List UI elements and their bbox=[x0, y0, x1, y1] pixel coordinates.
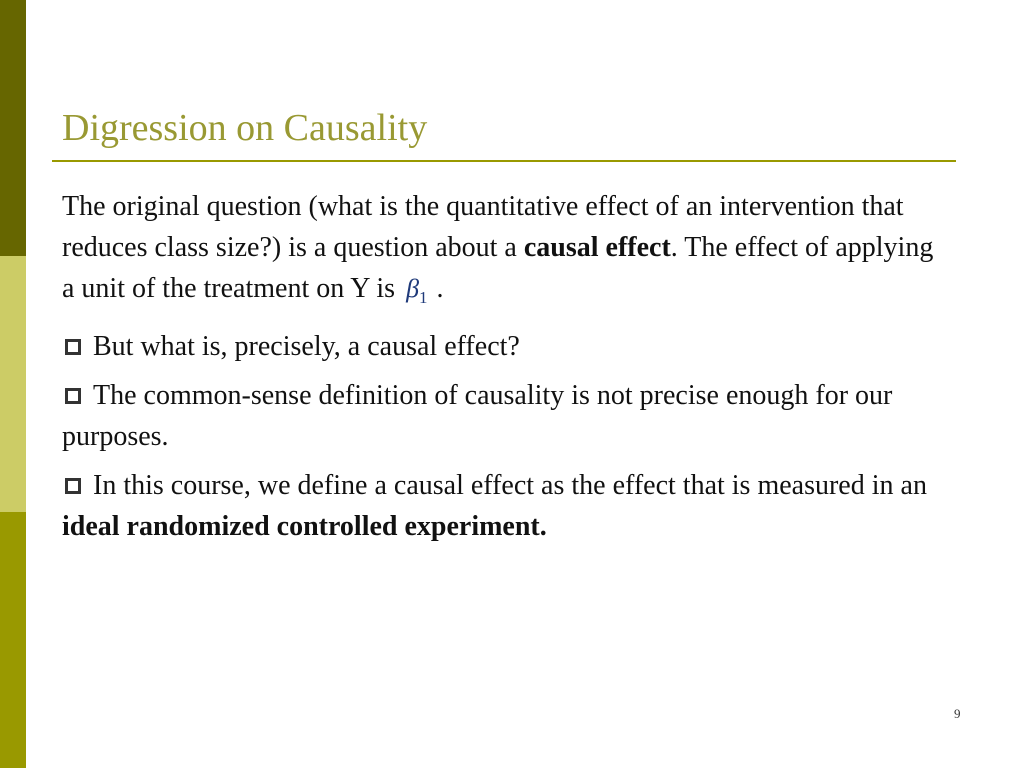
beta-one-symbol bbox=[406, 274, 428, 308]
bullet-item bbox=[62, 375, 952, 457]
bullet-text: But what is, precisely, a causal effect? bbox=[93, 331, 520, 363]
beta-subscript: 1 bbox=[419, 288, 428, 308]
slide-title: Digression on Causality bbox=[62, 107, 428, 149]
beta-letter: β bbox=[406, 274, 420, 303]
sidebar-stripe-middle bbox=[0, 256, 26, 512]
bullet-text: In this course, we define a causal effect as the effect that is measured in an bbox=[93, 470, 927, 502]
bullet-item bbox=[62, 326, 952, 367]
intro-paragraph bbox=[62, 186, 952, 318]
sidebar-stripe-top bbox=[0, 0, 26, 256]
bullet-item bbox=[62, 465, 952, 547]
sidebar-stripe-bottom bbox=[0, 512, 26, 768]
slide-body bbox=[62, 186, 952, 555]
square-bullet-icon bbox=[65, 339, 81, 355]
intro-bold-causal-effect: causal effect bbox=[523, 232, 671, 263]
square-bullet-icon bbox=[65, 478, 81, 494]
bullet-bold-text: ideal randomized controlled experiment. bbox=[62, 511, 547, 543]
intro-text-c: . bbox=[429, 273, 444, 304]
title-divider bbox=[52, 160, 956, 162]
square-bullet-icon bbox=[65, 388, 81, 404]
bullet-text: The common-sense definition of causality is not precise enough for our purposes. bbox=[62, 380, 893, 453]
page-number: 9 bbox=[954, 706, 961, 721]
intro-text-a: The original question (what is the quantitative effect of an intervention that reduces class size?) is a question about a bbox=[62, 191, 904, 263]
intro-text-b: . The effect of applying a unit of the treatment on Y is bbox=[62, 232, 934, 304]
